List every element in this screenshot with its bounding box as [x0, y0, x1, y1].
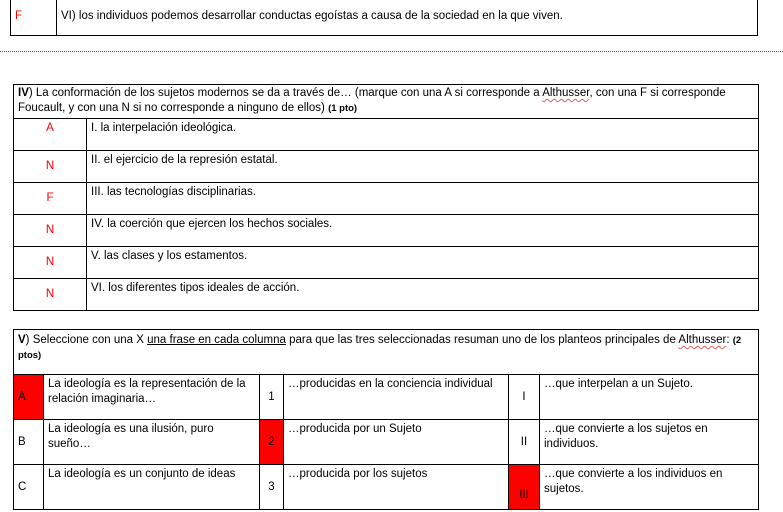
table-row [14, 420, 759, 465]
answer-cell[interactable]: F [11, 0, 57, 36]
name-althusser: Althusser [542, 87, 590, 99]
underlined-instruction: una frase en cada columna [147, 334, 286, 346]
question-v-number: V [18, 334, 26, 346]
option-text-cell: La ideología es la representación de la relación imaginaria… [44, 375, 260, 420]
section-v-table [13, 329, 759, 510]
option-letter-cell[interactable]: A [14, 375, 44, 420]
answer-cell[interactable]: F [14, 183, 87, 215]
option-text-cell: …producida por un Sujeto [284, 420, 509, 465]
option-text-cell: La ideología es una ilusión, puro sueño… [44, 420, 260, 465]
points-label: (1 pto) [328, 103, 358, 114]
option-roman-cell[interactable]: I [509, 375, 540, 420]
item-cell: I. la interpelación ideológica. [87, 119, 759, 151]
answer-cell[interactable]: N [14, 279, 87, 311]
question-header-row [14, 85, 759, 119]
question-header-row [14, 330, 759, 375]
table-row [14, 465, 759, 510]
section-iv-table [13, 84, 759, 311]
item-cell: IV. la coerción que ejercen los hechos sociales. [87, 215, 759, 247]
item-cell: VI. los diferentes tipos ideales de acción. [87, 279, 759, 311]
option-roman-cell[interactable]: II [509, 420, 540, 465]
answer-cell[interactable]: A [14, 119, 87, 151]
table-row [14, 375, 759, 420]
table-row [11, 0, 758, 36]
option-text-cell: …que interpelan a un Sujeto. [540, 375, 759, 420]
answer-cell[interactable]: N [14, 215, 87, 247]
table-row [14, 119, 759, 151]
top-table [10, 0, 758, 36]
table-row [14, 247, 759, 279]
table-row [14, 151, 759, 183]
answer-cell[interactable]: N [14, 247, 87, 279]
option-number-cell[interactable]: 3 [260, 465, 284, 510]
option-text-cell: La ideología es un conjunto de ideas [44, 465, 260, 510]
option-number-cell[interactable]: 1 [260, 375, 284, 420]
option-letter-cell[interactable]: B [14, 420, 44, 465]
question-iv-text: IV) La conformación de los sujetos modernos se da a través de… (marque con una A si corresponde a Althusser, con una F si corresponde Foucault, y con una N si no corresponde a ninguno de ellos) (1 pto) [14, 85, 759, 119]
page-break-line [0, 51, 783, 52]
statement-cell: VI) los individuos podemos desarrollar conductas egoístas a causa de la sociedad en la que viven. [57, 0, 758, 36]
option-text-cell: …producida por los sujetos [284, 465, 509, 510]
points-label: (2 ptos) [18, 335, 742, 361]
option-number-cell[interactable]: 2 [260, 420, 284, 465]
item-cell: II. el ejercicio de la represión estatal. [87, 151, 759, 183]
table-row [14, 183, 759, 215]
item-cell: III. las tecnologías disciplinarias. [87, 183, 759, 215]
option-text-cell: …que convierte a los sujetos en individuos. [540, 420, 759, 465]
question-v-text: V) Seleccione con una X una frase en cada columna para que las tres seleccionadas resuman uno de los planteos principales de Althusser: (2 ptos) [14, 330, 759, 375]
name-althusser: Althusser [678, 334, 727, 346]
answer-cell[interactable]: N [14, 151, 87, 183]
option-roman-cell[interactable]: III [509, 465, 540, 510]
table-row [14, 279, 759, 311]
question-iv-number: IV [18, 87, 29, 99]
option-letter-cell[interactable]: C [14, 465, 44, 510]
item-cell: V. las clases y los estamentos. [87, 247, 759, 279]
option-text-cell: …que convierte a los individuos en sujetos. [540, 465, 759, 510]
table-row [14, 215, 759, 247]
option-text-cell: …producidas en la conciencia individual [284, 375, 509, 420]
